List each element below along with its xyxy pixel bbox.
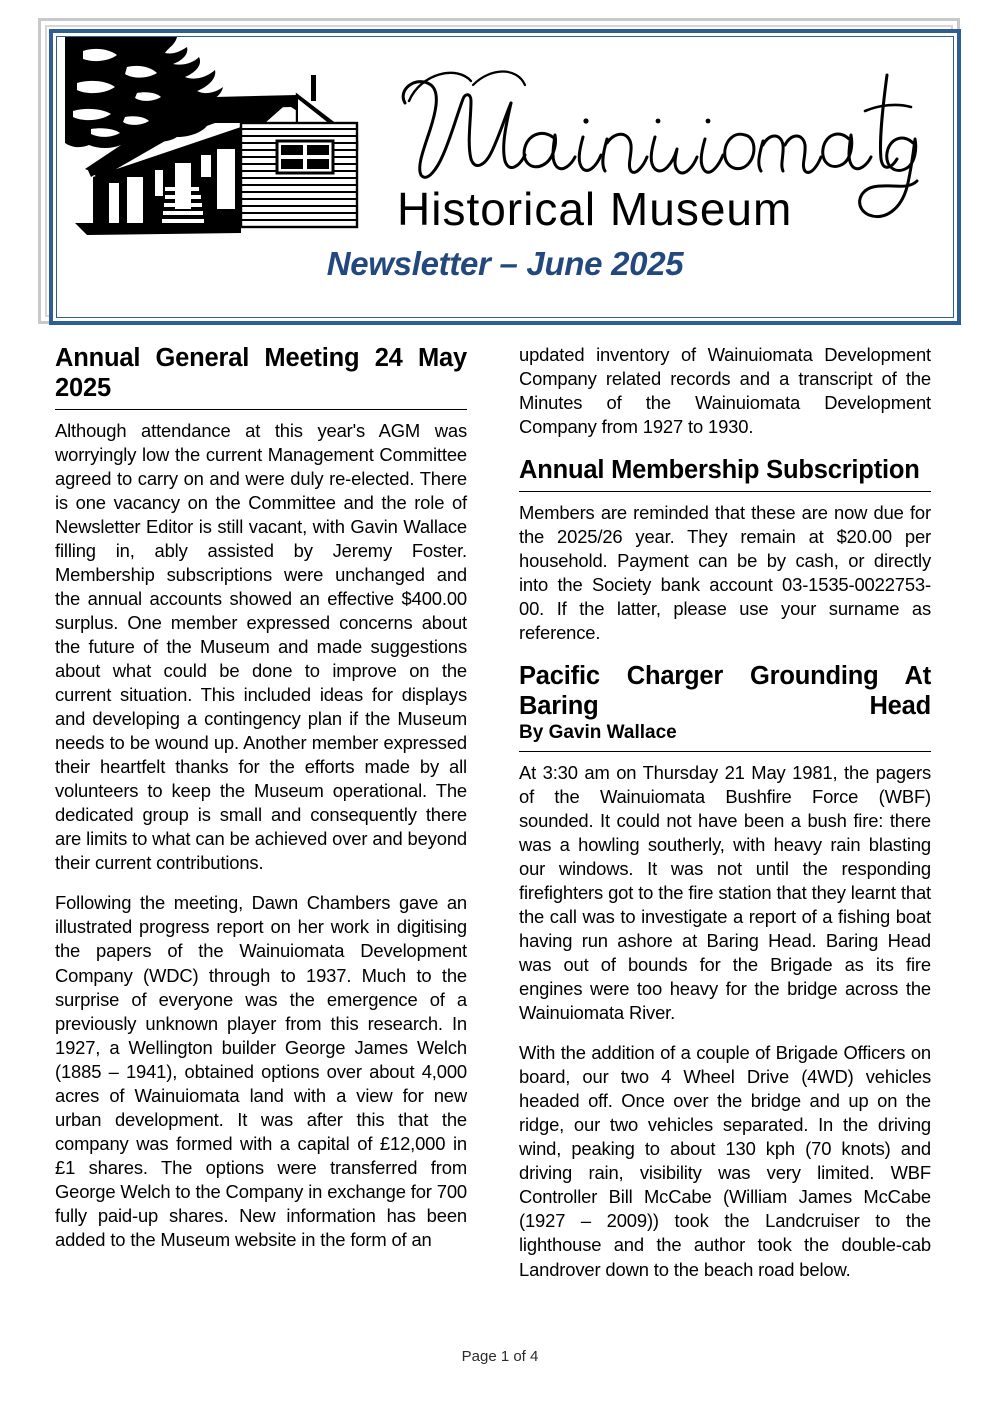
page-footer (0, 1348, 1000, 1365)
membership-paragraph: Members are reminded that these are now due for the 2025/26 year. They remain at $20.00 per household. Payment can be by cash, or directly into the Society bank account 03-1535-0022753-00. If the latter, please use your surname as reference. (519, 502, 931, 644)
newsletter-issue-title: Newsletter – June 2025 (326, 245, 684, 282)
masthead-inner-panel (56, 36, 954, 318)
museum-wordmark (387, 59, 947, 239)
right-column (519, 343, 931, 1282)
heading-annual-membership-subscription: Annual Membership Subscription (519, 456, 920, 485)
left-column (55, 343, 467, 1252)
page-number-label: Page 1 of 4 (461, 1348, 539, 1365)
svg-text:Historical Museum: Historical Museum (397, 183, 793, 235)
article-byline: By Gavin Wallace (519, 722, 677, 744)
museum-building-illustration (65, 37, 365, 252)
masthead (0, 0, 1000, 340)
heading-rule (519, 751, 931, 752)
page-body (0, 343, 1000, 1343)
heading-rule (55, 409, 467, 410)
heading-annual-general-meeting: Annual General Meeting 24 May 2025 (55, 344, 467, 403)
pacific-charger-paragraph-1: At 3:30 am on Thursday 21 May 1981, the pagers of the Wainuiomata Bushfire Force (WBF) sounded. It could not have been a bush fire: there was a howling southerly, with heavy rain blasting our windows. It was not until the responding firefighters got to the fire station that they learnt that the call was to investigate a report of a fishing boat having run ashore at Baring Head. Baring Head was out of bounds for the Brigade as its fire engines were too heavy for the bridge across the Wainuiomata River. (519, 762, 931, 1024)
heading-rule (519, 491, 931, 492)
agm-paragraph-2: Following the meeting, Dawn Chambers gave an illustrated progress report on her work in digitising the papers of the Wainuiomata Development Company (WDC) through to 1937. Much to the surprise of everyone was the emergence of a previously unknown player from this research. In 1927, a Wellington builder George James Welch (1885 – 1941), obtained options over about 4,000 acres of Wainuiomata land with a view for new urban development. It was after this that the company was formed with a capital of £12,000 in £1 shares. The options were transferred from George Welch to the Company in exchange for 700 fully paid-up shares. New information has been added to the Museum website in the form of an (55, 892, 467, 1250)
agm-paragraph-1: Although attendance at this year's AGM was worryingly low the current Management Committee agreed to carry on and were duly re-elected. There is one vacancy on the Committee and the role of Newsletter Editor is still vacant, with Gavin Wallace filling in, ably assisted by Jeremy Foster. Membership subscriptions were unchanged and the annual accounts showed an effective $400.00 surplus. One member expressed concerns about the future of the Museum and made suggestions about what could be done to improve on the current situation. This included ideas for displays and developing a contingency plan if the Museum needs to be wound up. Another member expressed their heartfelt thanks for the efforts made by all volunteers to keep the Museum operational. The dedicated group is small and consequently there are limits to what can be achieved over and beyond their current contributions. (55, 420, 467, 874)
heading-pacific-charger-grounding: Pacific Charger Grounding At Baring Head (519, 662, 931, 721)
agm-paragraph-2-continuation: updated inventory of Wainuiomata Development Company related records and a transcript of the Minutes of the Wainuiomata Development Company from 1927 to 1930. (519, 344, 931, 438)
pacific-charger-paragraph-2: With the addition of a couple of Brigade Officers on board, our two 4 Wheel Drive (4WD) vehicles headed off. Once over the bridge and up on the ridge, our two vehicles separated. In the driving wind, peaking to about 130 kph (70 knots) and driving rain, visibility was very limited. WBF Controller Bill McCabe (William James McCabe (1927 – 2009)) took the Landcruiser to the lighthouse and the author took the double-cab Landrover down to the beach road below. (519, 1042, 931, 1280)
